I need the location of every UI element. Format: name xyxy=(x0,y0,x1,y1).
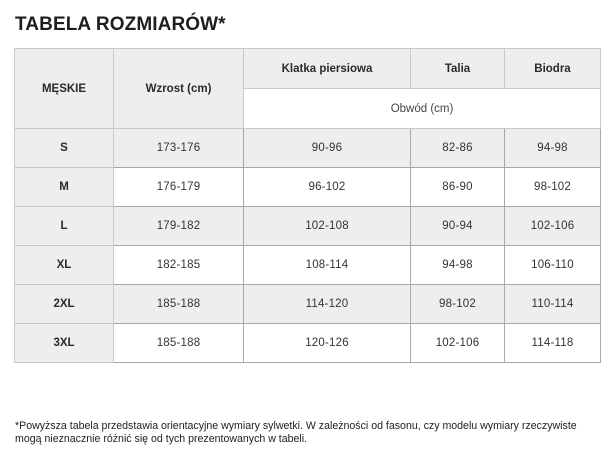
hips-value: 114-118 xyxy=(505,324,601,363)
height-value: 185-188 xyxy=(114,324,244,363)
waist-value: 94-98 xyxy=(411,246,505,285)
table-row xyxy=(15,285,601,324)
hips-value: 102-106 xyxy=(505,207,601,246)
header-chest: Klatka piersiowa xyxy=(244,49,411,89)
header-circumference: Obwód (cm) xyxy=(244,89,601,129)
waist-value: 102-106 xyxy=(411,324,505,363)
waist-value: 90-94 xyxy=(411,207,505,246)
hips-value: 98-102 xyxy=(505,168,601,207)
chest-value: 120-126 xyxy=(244,324,411,363)
chest-value: 90-96 xyxy=(244,129,411,168)
waist-value: 82-86 xyxy=(411,129,505,168)
chest-value: 108-114 xyxy=(244,246,411,285)
hips-value: 94-98 xyxy=(505,129,601,168)
header-row xyxy=(15,49,601,89)
hips-value: 110-114 xyxy=(505,285,601,324)
page-title: TABELA ROZMIARÓW* xyxy=(15,14,226,35)
size-label: XL xyxy=(15,246,114,285)
header-hips: Biodra xyxy=(505,49,601,89)
header-size: MĘSKIE xyxy=(15,49,114,129)
height-value: 185-188 xyxy=(114,285,244,324)
size-label: M xyxy=(15,168,114,207)
table-row xyxy=(15,246,601,285)
waist-value: 98-102 xyxy=(411,285,505,324)
table-row xyxy=(15,129,601,168)
table-row xyxy=(15,207,601,246)
header-height: Wzrost (cm) xyxy=(114,49,244,129)
height-value: 179-182 xyxy=(114,207,244,246)
height-value: 173-176 xyxy=(114,129,244,168)
table-row xyxy=(15,168,601,207)
height-value: 176-179 xyxy=(114,168,244,207)
size-chart-table xyxy=(14,48,601,363)
size-label: 3XL xyxy=(15,324,114,363)
header-waist: Talia xyxy=(411,49,505,89)
waist-value: 86-90 xyxy=(411,168,505,207)
chest-value: 96-102 xyxy=(244,168,411,207)
chest-value: 114-120 xyxy=(244,285,411,324)
table-row xyxy=(15,324,601,363)
chest-value: 102-108 xyxy=(244,207,411,246)
height-value: 182-185 xyxy=(114,246,244,285)
size-label: 2XL xyxy=(15,285,114,324)
footnote: *Powyższa tabela przedstawia orientacyjne wymiary sylwetki. W zależności od fasonu, czy modelu wymiary rzeczywiste mogą nieznacznie różnić się od tych prezentowanych w tabeli. xyxy=(15,420,577,445)
size-label: L xyxy=(15,207,114,246)
hips-value: 106-110 xyxy=(505,246,601,285)
size-label: S xyxy=(15,129,114,168)
